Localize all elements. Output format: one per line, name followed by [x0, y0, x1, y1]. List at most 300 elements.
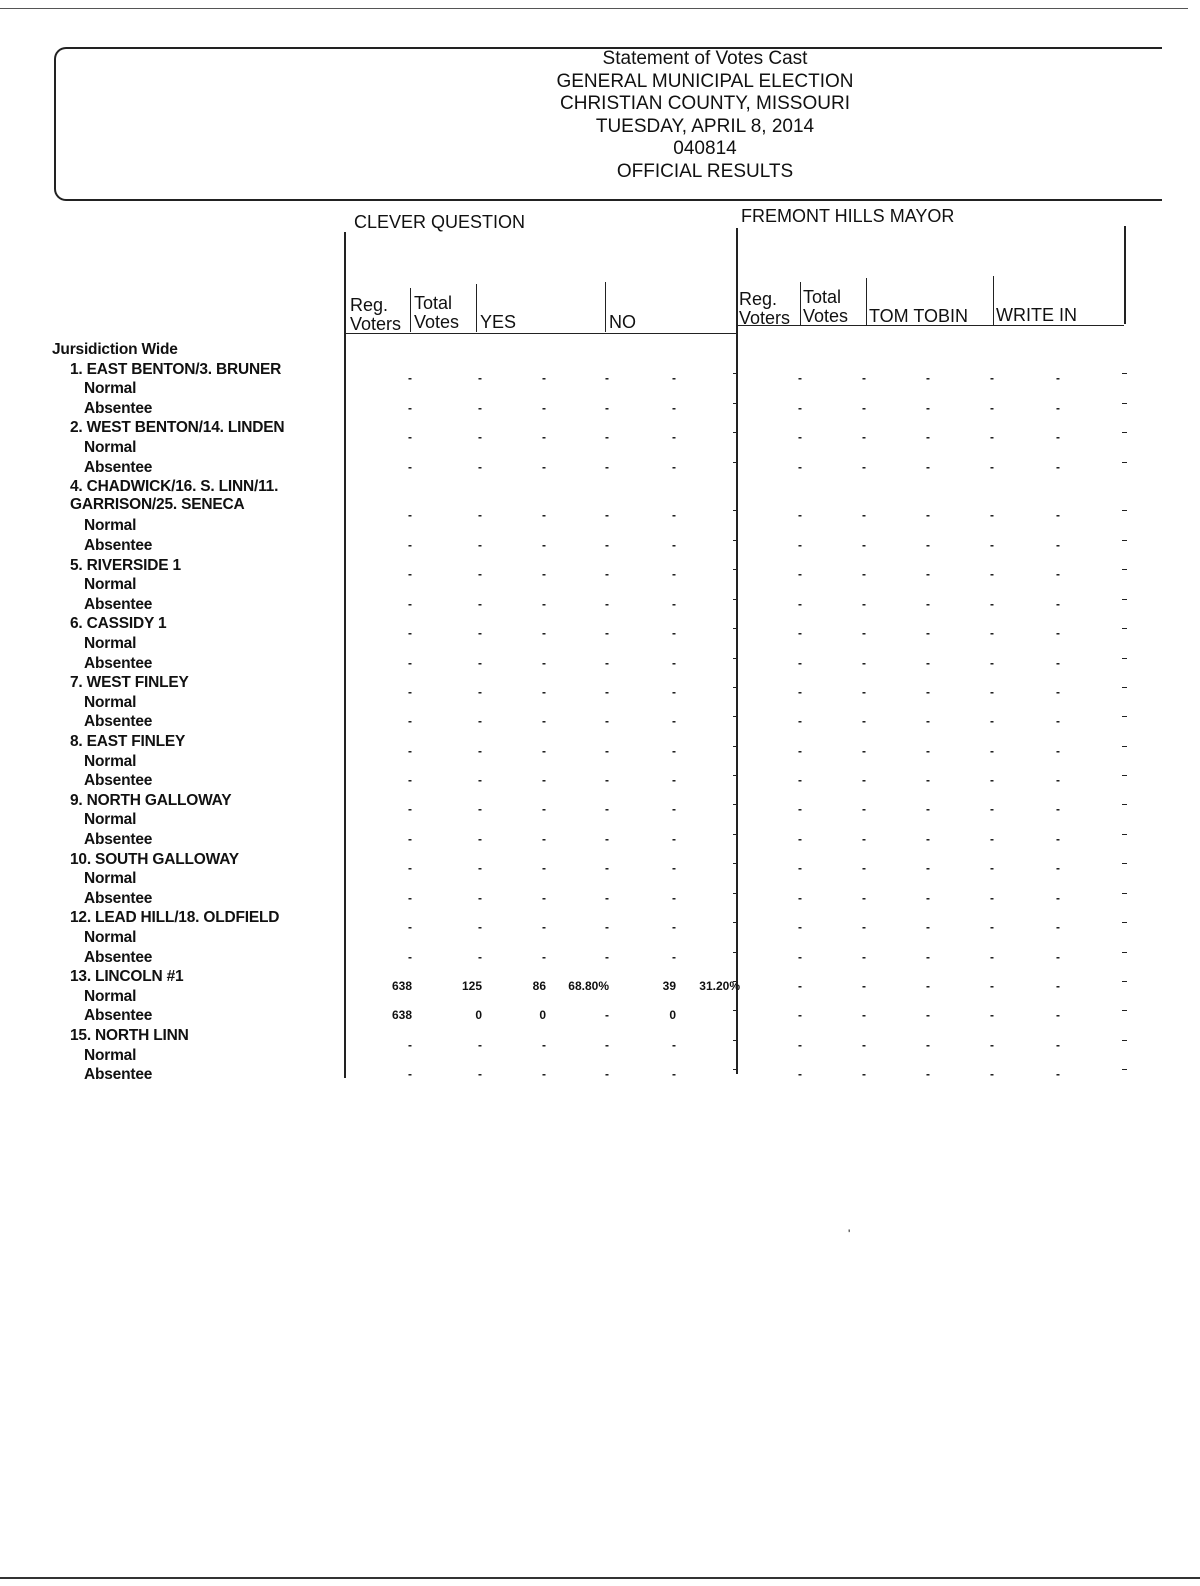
- row-end-tick: [733, 1010, 738, 1011]
- cell-fremont-hills-mayor: -: [798, 773, 802, 788]
- cell-fremont-hills-mayor: -: [862, 1008, 866, 1023]
- cell-clever-question: -: [605, 802, 609, 817]
- cell-clever-question: -: [408, 802, 412, 817]
- cell-fremont-hills-mayor: -: [798, 596, 802, 611]
- precinct-name-cont: GARRISON/25. SENECA: [70, 495, 245, 513]
- cell-fremont-hills-mayor: -: [862, 508, 866, 523]
- row-end-tick: [1122, 746, 1127, 747]
- cell-clever-question: -: [478, 802, 482, 817]
- cell-fremont-hills-mayor: -: [926, 596, 930, 611]
- cell-clever-question: -: [478, 1067, 482, 1082]
- cell-fremont-hills-mayor: -: [1056, 371, 1060, 386]
- row-end-tick: [733, 687, 738, 688]
- cell-fremont-hills-mayor: -: [990, 508, 994, 523]
- row-type-label: Absentee: [84, 654, 153, 672]
- cell-fremont-hills-mayor: -: [990, 1037, 994, 1052]
- cell-fremont-hills-mayor: -: [1056, 1008, 1060, 1023]
- row-end-tick: [1122, 462, 1127, 463]
- cell-clever-question: -: [478, 567, 482, 582]
- cell-fremont-hills-mayor: -: [990, 1008, 994, 1023]
- cell-clever-question: -: [672, 949, 676, 964]
- cell-clever-question: -: [605, 861, 609, 876]
- row-end-tick: [1122, 775, 1127, 776]
- cell-clever-question: -: [672, 861, 676, 876]
- cell-clever-question: -: [672, 1067, 676, 1082]
- cell-clever-question: -: [542, 714, 546, 729]
- cell-clever-question: -: [605, 508, 609, 523]
- precinct-name: 5. RIVERSIDE 1: [70, 556, 181, 574]
- cell-fremont-hills-mayor: -: [1056, 538, 1060, 552]
- cell-fremont-hills-mayor: -: [990, 714, 994, 729]
- cell-clever-question: -: [605, 400, 609, 415]
- row-end-tick: [733, 804, 738, 805]
- header-tick: [476, 284, 477, 332]
- cell-clever-question: -: [605, 832, 609, 846]
- cell-clever-question: -: [478, 508, 482, 523]
- row-end-tick: [1122, 952, 1127, 953]
- cell-clever-question: -: [605, 626, 609, 640]
- cell-fremont-hills-mayor: -: [798, 920, 802, 934]
- row-end-tick: [733, 922, 738, 923]
- cell-fremont-hills-mayor: -: [926, 920, 930, 934]
- top-border-line: [0, 8, 1188, 9]
- cell-fremont-hills-mayor: -: [926, 459, 930, 474]
- row-type-label: Normal: [84, 380, 137, 398]
- cell-fremont-hills-mayor: -: [798, 978, 802, 993]
- cell-fremont-hills-mayor: -: [990, 978, 994, 993]
- precinct-name: 1. EAST BENTON/3. BRUNER: [70, 360, 282, 378]
- row-type-label: Absentee: [84, 1066, 153, 1084]
- cell-fremont-hills-mayor: -: [1056, 920, 1060, 934]
- cell-clever-question: -: [605, 596, 609, 611]
- cell-fremont-hills-mayor: -: [798, 655, 802, 670]
- cell-clever-question: -: [672, 626, 676, 640]
- title-line-2: GENERAL MUNICIPAL ELECTION: [556, 70, 854, 92]
- cell-fremont-hills-mayor: -: [798, 684, 802, 699]
- cell-clever-question: -: [478, 773, 482, 788]
- row-type-label: Absentee: [84, 831, 153, 848]
- cell-clever-question: -: [542, 596, 546, 611]
- cell-clever-question: -: [605, 743, 609, 758]
- row-type-label: Absentee: [84, 889, 153, 907]
- cell-fremont-hills-mayor: -: [990, 538, 994, 552]
- cell-clever-question: -: [542, 400, 546, 415]
- cell-fremont-hills-mayor: -: [862, 714, 866, 729]
- cell-clever-question: 0: [539, 1008, 546, 1023]
- cell-clever-question: -: [408, 743, 412, 758]
- cell-fremont-hills-mayor: -: [798, 400, 802, 415]
- row-end-tick: [1122, 1069, 1127, 1070]
- cell-fremont-hills-mayor: -: [798, 508, 802, 523]
- cell-fremont-hills-mayor: -: [1056, 459, 1060, 474]
- cell-clever-question: -: [672, 1037, 676, 1052]
- cell-fremont-hills-mayor: -: [862, 1037, 866, 1052]
- cell-clever-question: -: [408, 684, 412, 699]
- cell-clever-question: -: [672, 802, 676, 817]
- scan-speck: ': [848, 1227, 851, 1241]
- cell-clever-question: -: [408, 1037, 412, 1052]
- cell-fremont-hills-mayor: -: [926, 567, 930, 582]
- precinct-name: 6. CASSIDY 1: [70, 615, 167, 633]
- row-end-tick: [1122, 922, 1127, 923]
- cell-fremont-hills-mayor: -: [990, 371, 994, 386]
- row-end-tick: [1122, 540, 1127, 541]
- cell-fremont-hills-mayor: -: [1056, 596, 1060, 611]
- cell-clever-question: -: [478, 371, 482, 386]
- row-end-tick: [1122, 834, 1127, 835]
- cell-clever-question: 0: [475, 1008, 482, 1023]
- row-end-tick: [1122, 510, 1127, 511]
- cell-fremont-hills-mayor: -: [862, 626, 866, 640]
- cell-fremont-hills-mayor: -: [862, 773, 866, 788]
- cell-fremont-hills-mayor: -: [926, 949, 930, 964]
- cell-fremont-hills-mayor: -: [990, 949, 994, 964]
- cell-clever-question: -: [672, 400, 676, 415]
- cell-clever-question: -: [542, 538, 546, 552]
- cell-clever-question: -: [605, 1037, 609, 1052]
- cell-clever-question: -: [408, 773, 412, 788]
- cell-fremont-hills-mayor: -: [1056, 1067, 1060, 1082]
- cell-fremont-hills-mayor: -: [862, 861, 866, 876]
- cell-clever-question: -: [672, 920, 676, 934]
- cell-clever-question: -: [542, 430, 546, 444]
- cell-fremont-hills-mayor: -: [798, 459, 802, 474]
- cell-fremont-hills-mayor: -: [926, 1067, 930, 1082]
- cell-clever-question: -: [542, 626, 546, 640]
- cell-fremont-hills-mayor: -: [862, 832, 866, 846]
- row-type-label: Normal: [84, 576, 137, 594]
- row-end-tick: [733, 510, 738, 511]
- cell-clever-question: -: [542, 832, 546, 846]
- header-tick: [993, 276, 994, 326]
- row-end-tick: [733, 775, 738, 776]
- contest-title-clever-question: CLEVER QUESTION: [354, 212, 526, 232]
- cell-clever-question: -: [408, 832, 412, 846]
- row-end-tick: [1122, 893, 1127, 894]
- cell-fremont-hills-mayor: -: [798, 430, 802, 444]
- cell-fremont-hills-mayor: -: [926, 832, 930, 846]
- cell-clever-question: -: [605, 459, 609, 474]
- row-end-tick: [733, 462, 738, 463]
- cell-clever-question: 638: [391, 978, 412, 993]
- row-end-tick: [1122, 981, 1127, 982]
- row-type-label: Absentee: [84, 458, 153, 476]
- cell-clever-question: -: [605, 1067, 609, 1082]
- cell-clever-question: -: [478, 714, 482, 729]
- cell-fremont-hills-mayor: -: [862, 920, 866, 934]
- header-reg-voters-1: Reg. Voters: [350, 295, 402, 334]
- row-type-label: Absentee: [84, 772, 153, 790]
- row-type-label: Normal: [84, 517, 137, 535]
- title-line-1: Statement of Votes Cast: [602, 48, 808, 69]
- cell-fremont-hills-mayor: -: [990, 920, 994, 934]
- row-type-label: Normal: [84, 693, 137, 711]
- cell-clever-question: -: [672, 743, 676, 758]
- header-underline-2: [736, 325, 1124, 326]
- row-end-tick: [1122, 804, 1127, 805]
- cell-clever-question: -: [542, 773, 546, 788]
- row-type-label: Normal: [84, 635, 137, 652]
- cell-fremont-hills-mayor: -: [798, 832, 802, 846]
- cell-fremont-hills-mayor: -: [1056, 567, 1060, 582]
- cell-fremont-hills-mayor: -: [926, 684, 930, 699]
- cell-fremont-hills-mayor: -: [1056, 714, 1060, 729]
- cell-clever-question: -: [672, 890, 676, 905]
- cell-fremont-hills-mayor: -: [798, 743, 802, 758]
- header-yes: YES: [480, 312, 517, 332]
- cell-clever-question: -: [478, 743, 482, 758]
- cell-clever-question: -: [408, 861, 412, 876]
- cell-fremont-hills-mayor: -: [862, 655, 866, 670]
- cell-clever-question: -: [478, 890, 482, 905]
- row-type-label: Normal: [84, 439, 137, 456]
- cell-clever-question: -: [672, 371, 676, 386]
- cell-fremont-hills-mayor: -: [926, 978, 930, 993]
- row-end-tick: [1122, 599, 1127, 600]
- row-type-label: Absentee: [84, 399, 153, 417]
- header-reg-voters-2: Reg. Voters: [739, 289, 791, 328]
- row-type-label: Absentee: [84, 948, 153, 966]
- cell-clever-question: -: [542, 567, 546, 582]
- row-end-tick: [1122, 1040, 1127, 1041]
- cell-clever-question: -: [408, 714, 412, 729]
- header-tom-tobin: TOM TOBIN: [869, 306, 969, 326]
- cell-clever-question: -: [542, 920, 546, 934]
- cell-fremont-hills-mayor: -: [798, 538, 802, 552]
- cell-clever-question: 0: [669, 1008, 676, 1023]
- header-underline-1: [344, 333, 736, 334]
- cell-clever-question: -: [478, 538, 482, 552]
- title-line-5: 040814: [673, 138, 737, 159]
- cell-fremont-hills-mayor: -: [862, 802, 866, 817]
- row-end-tick: [1122, 716, 1127, 717]
- cell-fremont-hills-mayor: -: [1056, 890, 1060, 905]
- cell-clever-question: -: [605, 684, 609, 699]
- cell-clever-question: 638: [391, 1008, 412, 1023]
- cell-clever-question: -: [542, 655, 546, 670]
- row-type-label: Absentee: [84, 537, 153, 554]
- column-divider-right-top: [1124, 226, 1126, 324]
- row-type-label: Normal: [84, 752, 137, 770]
- jurisdiction-label: Jursidiction Wide: [52, 341, 178, 358]
- cell-fremont-hills-mayor: -: [1056, 743, 1060, 758]
- row-end-tick: [1122, 687, 1127, 688]
- cell-clever-question: -: [672, 508, 676, 523]
- cell-fremont-hills-mayor: -: [990, 890, 994, 905]
- row-end-tick: [1122, 863, 1127, 864]
- cell-fremont-hills-mayor: -: [926, 861, 930, 876]
- row-end-tick: [733, 403, 738, 404]
- cell-clever-question: -: [408, 567, 412, 582]
- row-type-label: Normal: [84, 1046, 137, 1064]
- cell-fremont-hills-mayor: -: [1056, 861, 1060, 876]
- cell-clever-question: 125: [461, 978, 482, 993]
- cell-clever-question: -: [408, 890, 412, 905]
- cell-clever-question: -: [408, 430, 412, 444]
- cell-clever-question: -: [605, 949, 609, 964]
- cell-fremont-hills-mayor: -: [862, 1067, 866, 1082]
- cell-clever-question: -: [542, 459, 546, 474]
- cell-fremont-hills-mayor: -: [990, 773, 994, 788]
- header-tick: [800, 282, 801, 326]
- row-end-tick: [1122, 1010, 1127, 1011]
- cell-fremont-hills-mayor: -: [1056, 684, 1060, 699]
- column-divider-left: [344, 232, 346, 1078]
- cell-clever-question: -: [672, 567, 676, 582]
- cell-fremont-hills-mayor: -: [1056, 400, 1060, 415]
- header-total-votes-2: Total Votes: [803, 287, 849, 326]
- cell-fremont-hills-mayor: -: [926, 655, 930, 670]
- cell-clever-question: -: [408, 655, 412, 670]
- cell-fremont-hills-mayor: -: [862, 684, 866, 699]
- precinct-name: 4. CHADWICK/16. S. LINN/11.: [70, 478, 279, 496]
- cell-fremont-hills-mayor: -: [798, 567, 802, 582]
- cell-clever-question: -: [542, 743, 546, 758]
- cell-fremont-hills-mayor: -: [862, 567, 866, 582]
- cell-fremont-hills-mayor: -: [926, 538, 930, 552]
- title-line-4: TUESDAY, APRIL 8, 2014: [595, 115, 815, 137]
- cell-fremont-hills-mayor: -: [990, 567, 994, 582]
- cell-clever-question: -: [478, 920, 482, 934]
- row-end-tick: [733, 373, 738, 374]
- cell-fremont-hills-mayor: -: [862, 949, 866, 964]
- precinct-name: 10. SOUTH GALLOWAY: [70, 850, 239, 868]
- cell-clever-question: -: [605, 920, 609, 934]
- cell-fremont-hills-mayor: -: [862, 400, 866, 415]
- row-end-tick: [733, 658, 738, 659]
- cell-fremont-hills-mayor: -: [798, 1037, 802, 1052]
- cell-clever-question: -: [408, 626, 412, 640]
- cell-clever-question: -: [408, 538, 412, 552]
- cell-fremont-hills-mayor: -: [926, 1037, 930, 1052]
- cell-fremont-hills-mayor: -: [1056, 1037, 1060, 1052]
- cell-fremont-hills-mayor: -: [862, 743, 866, 758]
- cell-fremont-hills-mayor: -: [990, 655, 994, 670]
- cell-clever-question: -: [408, 508, 412, 523]
- row-end-tick: [733, 628, 738, 629]
- cell-fremont-hills-mayor: -: [862, 538, 866, 552]
- header-tick: [866, 278, 867, 326]
- cell-fremont-hills-mayor: -: [990, 861, 994, 876]
- cell-clever-question: -: [542, 371, 546, 386]
- header-tick: [410, 288, 411, 332]
- cell-fremont-hills-mayor: -: [990, 430, 994, 444]
- row-end-tick: [733, 1069, 738, 1070]
- cell-clever-question: -: [605, 430, 609, 444]
- cell-fremont-hills-mayor: -: [798, 714, 802, 729]
- row-end-tick: [1122, 628, 1127, 629]
- row-end-tick: [1122, 658, 1127, 659]
- cell-clever-question: -: [605, 1008, 609, 1023]
- precinct-name: 13. LINCOLN #1: [70, 968, 184, 986]
- cell-clever-question: -: [672, 596, 676, 611]
- cell-fremont-hills-mayor: -: [1056, 949, 1060, 964]
- cell-fremont-hills-mayor: -: [862, 890, 866, 905]
- cell-clever-question: -: [478, 1037, 482, 1052]
- cell-fremont-hills-mayor: -: [1056, 430, 1060, 444]
- cell-clever-question: -: [478, 400, 482, 415]
- row-end-tick: [733, 981, 738, 982]
- cell-clever-question: -: [672, 684, 676, 699]
- cell-fremont-hills-mayor: -: [1056, 773, 1060, 788]
- cell-fremont-hills-mayor: -: [926, 714, 930, 729]
- precinct-name: 12. LEAD HILL/18. OLDFIELD: [70, 909, 280, 927]
- header-tick: [605, 282, 606, 332]
- row-end-tick: [733, 746, 738, 747]
- bottom-border-line: [0, 1577, 1200, 1579]
- cell-clever-question: -: [605, 714, 609, 729]
- cell-fremont-hills-mayor: -: [1056, 978, 1060, 993]
- cell-clever-question: -: [408, 596, 412, 611]
- row-type-label: Absentee: [84, 713, 153, 731]
- cell-fremont-hills-mayor: -: [798, 371, 802, 386]
- cell-clever-question: -: [478, 626, 482, 640]
- cell-clever-question: -: [478, 684, 482, 699]
- cell-clever-question: -: [408, 1067, 412, 1082]
- cell-clever-question: -: [408, 459, 412, 474]
- cell-clever-question: -: [408, 920, 412, 934]
- cell-fremont-hills-mayor: -: [798, 890, 802, 905]
- cell-clever-question: -: [605, 371, 609, 386]
- cell-fremont-hills-mayor: -: [990, 626, 994, 640]
- cell-clever-question: -: [478, 655, 482, 670]
- cell-fremont-hills-mayor: -: [798, 1008, 802, 1023]
- cell-fremont-hills-mayor: -: [798, 1067, 802, 1082]
- cell-clever-question: -: [478, 596, 482, 611]
- cell-clever-question: -: [605, 655, 609, 670]
- cell-clever-question: -: [542, 684, 546, 699]
- cell-clever-question: -: [672, 655, 676, 670]
- column-divider-middle: [736, 228, 738, 1074]
- row-type-label: Normal: [84, 811, 137, 829]
- row-end-tick: [733, 716, 738, 717]
- row-type-label: Normal: [84, 987, 137, 1005]
- row-end-tick: [1122, 432, 1127, 433]
- cell-fremont-hills-mayor: -: [926, 626, 930, 640]
- header-no: NO: [609, 312, 636, 332]
- cell-clever-question: -: [478, 459, 482, 474]
- cell-clever-question: -: [542, 861, 546, 876]
- title-line-6: OFFICIAL RESULTS: [616, 160, 794, 182]
- cell-fremont-hills-mayor: -: [1056, 508, 1060, 523]
- row-end-tick: [733, 540, 738, 541]
- cell-clever-question: -: [605, 538, 609, 552]
- header-total-votes-1: Total Votes: [414, 293, 460, 332]
- cell-clever-question: -: [672, 832, 676, 846]
- precinct-name: 7. WEST FINLEY: [70, 674, 189, 692]
- cell-fremont-hills-mayor: -: [990, 802, 994, 817]
- cell-fremont-hills-mayor: -: [990, 832, 994, 846]
- cell-clever-question: 68.80%: [568, 978, 609, 993]
- row-end-tick: [1122, 569, 1127, 570]
- row-end-tick: [733, 834, 738, 835]
- cell-fremont-hills-mayor: -: [990, 400, 994, 415]
- cell-fremont-hills-mayor: -: [862, 371, 866, 386]
- cell-clever-question: -: [408, 949, 412, 964]
- cell-clever-question: -: [605, 890, 609, 905]
- cell-fremont-hills-mayor: -: [862, 596, 866, 611]
- cell-clever-question: -: [672, 459, 676, 474]
- row-end-tick: [733, 569, 738, 570]
- cell-clever-question: -: [672, 430, 676, 444]
- cell-fremont-hills-mayor: -: [926, 508, 930, 523]
- cell-clever-question: -: [605, 567, 609, 582]
- cell-fremont-hills-mayor: -: [798, 802, 802, 817]
- cell-clever-question: 86: [532, 978, 546, 993]
- row-type-label: Normal: [84, 929, 137, 946]
- cell-fremont-hills-mayor: -: [862, 430, 866, 444]
- cell-fremont-hills-mayor: -: [926, 890, 930, 905]
